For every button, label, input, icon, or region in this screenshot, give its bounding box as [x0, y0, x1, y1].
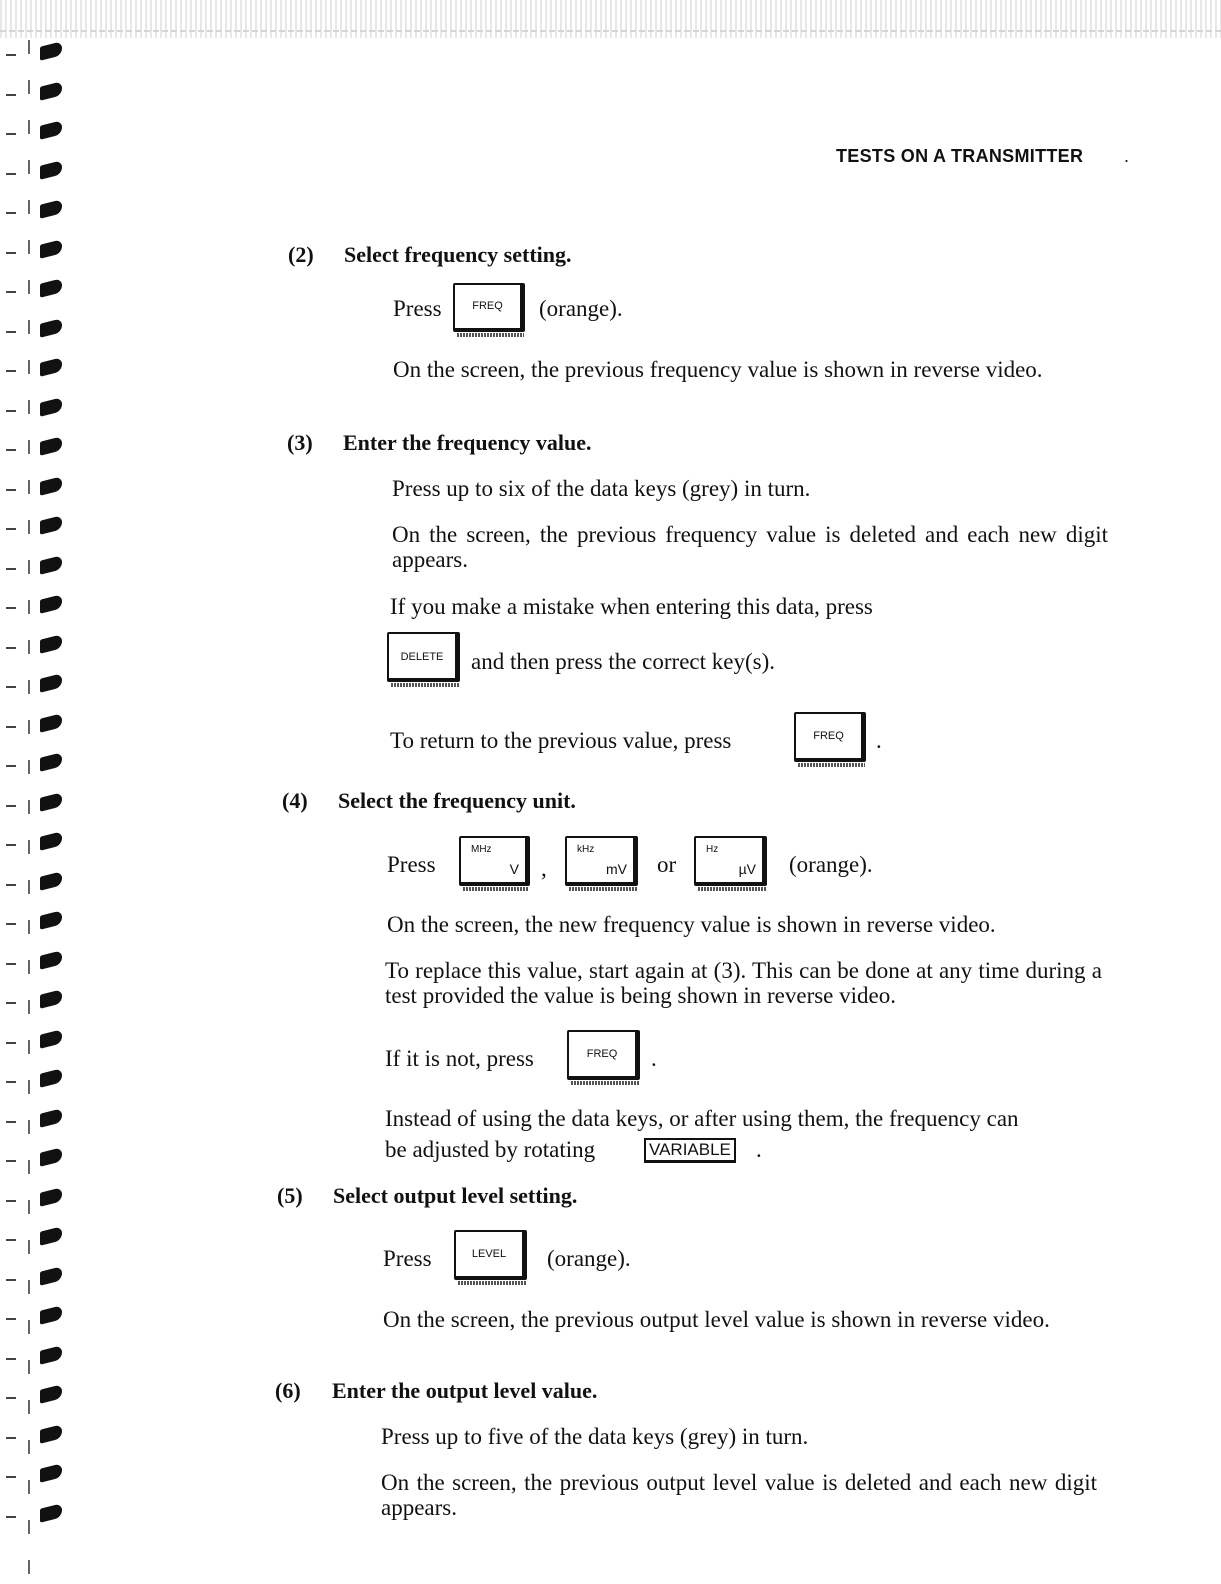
running-head: TESTS ON A TRANSMITTER	[836, 146, 1084, 166]
step-2-description: On the screen, the previous frequency value is shown in reverse video.	[393, 357, 1043, 382]
binding-ring	[40, 397, 62, 416]
binding-ring	[40, 792, 62, 811]
binding-ring	[40, 989, 62, 1008]
binding-tick	[6, 607, 16, 609]
delete-key-label: DELETE	[400, 651, 444, 663]
binding-ring	[40, 1108, 62, 1127]
freq-key	[453, 283, 525, 332]
step-4-text-1: On the screen, the new frequency value is shown in reverse video.	[387, 912, 996, 937]
step-4-orange-note: (orange).	[789, 852, 873, 877]
step-4-comma: ,	[541, 856, 547, 881]
binding-tick	[6, 726, 16, 728]
binding-tick	[6, 765, 16, 767]
binding-tick	[6, 1160, 16, 1162]
binding-tick	[6, 94, 16, 96]
binding-tick	[6, 647, 16, 649]
step-4-text-5-end: .	[756, 1137, 762, 1162]
binding-ring	[40, 436, 62, 455]
step-5-orange-note: (orange).	[547, 1246, 631, 1271]
binding-ring	[40, 81, 62, 100]
binding-tick	[6, 686, 16, 688]
binding-ring	[40, 713, 62, 732]
binding-ring	[40, 357, 62, 376]
binding-ring	[40, 1345, 62, 1364]
khz-key-top-label: kHz	[577, 844, 595, 855]
binding-tick	[6, 133, 16, 135]
binding-tick	[6, 1397, 16, 1399]
binding-tick	[6, 1358, 16, 1360]
step-4-text-4: Instead of using the data keys, or after using them, the frequency can	[385, 1106, 1019, 1131]
step-4-number: (4)	[282, 788, 308, 813]
mhz-v-key	[459, 836, 530, 886]
level-key-label: LEVEL	[471, 1248, 507, 1260]
binding-ring	[40, 594, 62, 613]
step-6-text-1: Press up to five of the data keys (grey) in turn.	[381, 1424, 809, 1449]
step-3-title: Enter the frequency value.	[343, 430, 592, 455]
mv-key-bottom-label: mV	[606, 861, 627, 877]
freq-key-return-label: FREQ	[813, 730, 844, 742]
step-5-press-label: Press	[383, 1246, 432, 1271]
step-5-description: On the screen, the previous output level value is shown in reverse video.	[383, 1307, 1050, 1332]
binding-ring	[40, 555, 62, 574]
binding-tick	[6, 54, 16, 56]
freq-key-again	[567, 1030, 640, 1080]
binding-ring	[40, 950, 62, 969]
binding-ring	[40, 1424, 62, 1443]
binding-ring	[40, 1147, 62, 1166]
binding-tick	[6, 1476, 16, 1478]
binding-ring	[40, 1187, 62, 1206]
step-6-number: (6)	[275, 1378, 301, 1403]
step-2-press-label: Press	[393, 296, 442, 321]
binding-ring	[40, 1226, 62, 1245]
uv-key-bottom-label: µV	[738, 861, 756, 877]
binding-tick	[6, 1042, 16, 1044]
binding-ring	[40, 1068, 62, 1087]
binding-tick	[6, 805, 16, 807]
binding-ring	[40, 1266, 62, 1285]
binding-rail	[28, 40, 30, 1580]
binding-ring	[40, 515, 62, 534]
binding-tick	[6, 923, 16, 925]
v-key-bottom-label: V	[509, 861, 519, 877]
binding-tick	[6, 410, 16, 412]
binding-ring	[40, 41, 62, 60]
binding-tick	[6, 1081, 16, 1083]
binding-tick	[6, 963, 16, 965]
binding-ring	[40, 634, 62, 653]
binding-ring	[40, 831, 62, 850]
binding-ring	[40, 278, 62, 297]
step-3-text-4: and then press the correct key(s).	[471, 649, 775, 674]
binding-ring	[40, 910, 62, 929]
step-4-text-5: be adjusted by rotating	[385, 1137, 596, 1162]
step-4-or: or	[657, 852, 677, 877]
binding-ring	[40, 160, 62, 179]
step-6-text-2: On the screen, the previous output level value is deleted and each new digit appears.	[381, 1470, 1097, 1520]
binding-ring	[40, 871, 62, 890]
mhz-key-top-label: MHz	[471, 844, 492, 855]
binding-tick	[6, 1121, 16, 1123]
binding-tick	[6, 489, 16, 491]
binding-tick	[6, 1279, 16, 1281]
step-5-title: Select output level setting.	[333, 1183, 578, 1208]
step-2-orange-note: (orange).	[539, 296, 623, 321]
binding-tick	[6, 370, 16, 372]
hz-key-top-label: Hz	[706, 844, 719, 855]
step-5-number: (5)	[277, 1183, 303, 1208]
delete-key	[387, 632, 460, 682]
binding-ring	[40, 1463, 62, 1482]
step-6-title: Enter the output level value.	[332, 1378, 598, 1403]
binding-tick	[6, 173, 16, 175]
binding-ring	[40, 199, 62, 218]
binding-ring	[40, 1503, 62, 1522]
binding-tick	[6, 331, 16, 333]
freq-key-return	[794, 712, 866, 762]
step-3-number: (3)	[287, 430, 313, 455]
step-4-press-label: Press	[387, 852, 436, 877]
step-3-text-1: Press up to six of the data keys (grey) in turn.	[392, 476, 811, 501]
binding-tick	[6, 1437, 16, 1439]
freq-key-again-label: FREQ	[586, 1048, 618, 1060]
binding-tick	[6, 449, 16, 451]
binding-ring	[40, 239, 62, 258]
scan-top-edge	[0, 0, 1221, 38]
binding-ring	[40, 120, 62, 139]
binding-tick	[6, 252, 16, 254]
binding-tick	[6, 212, 16, 214]
binding-tick	[6, 568, 16, 570]
step-3-text-5-end: .	[876, 728, 882, 753]
binding-ring	[40, 1305, 62, 1324]
step-3-text-2: On the screen, the previous frequency value is deleted and each new digit appears.	[392, 522, 1108, 572]
freq-key-label: FREQ	[472, 300, 503, 312]
step-3-text-3: If you make a mistake when entering this data, press	[390, 594, 873, 619]
step-4-text-3-end: .	[651, 1046, 657, 1071]
binding-tick	[6, 1318, 16, 1320]
variable-knob-label: VARIABLE	[644, 1138, 736, 1163]
level-key	[454, 1230, 527, 1280]
binding-tick	[6, 1239, 16, 1241]
binding-ring	[40, 1384, 62, 1403]
khz-mv-key	[565, 836, 638, 886]
binding-ring	[40, 476, 62, 495]
binding-tick	[6, 1002, 16, 1004]
binding-ring	[40, 318, 62, 337]
spiral-binding	[0, 40, 78, 1584]
binding-tick	[6, 528, 16, 530]
binding-ring	[40, 752, 62, 771]
binding-tick	[6, 844, 16, 846]
binding-ring	[40, 673, 62, 692]
running-head-mark: .	[1124, 146, 1130, 166]
step-2-title: Select frequency setting.	[344, 242, 572, 267]
step-3-text-5: To return to the previous value, press	[390, 728, 732, 753]
binding-tick	[6, 291, 16, 293]
step-4-title: Select the frequency unit.	[338, 788, 576, 813]
step-4-text-2: To replace this value, start again at (3). This can be done at any time during a test provided the value is being shown in reverse video.	[385, 958, 1102, 1008]
binding-tick	[6, 1516, 16, 1518]
binding-ring	[40, 1029, 62, 1048]
binding-tick	[6, 884, 16, 886]
binding-tick	[6, 1200, 16, 1202]
step-2-number: (2)	[288, 242, 314, 267]
hz-uv-key	[694, 836, 767, 886]
step-4-text-3: If it is not, press	[385, 1046, 534, 1071]
